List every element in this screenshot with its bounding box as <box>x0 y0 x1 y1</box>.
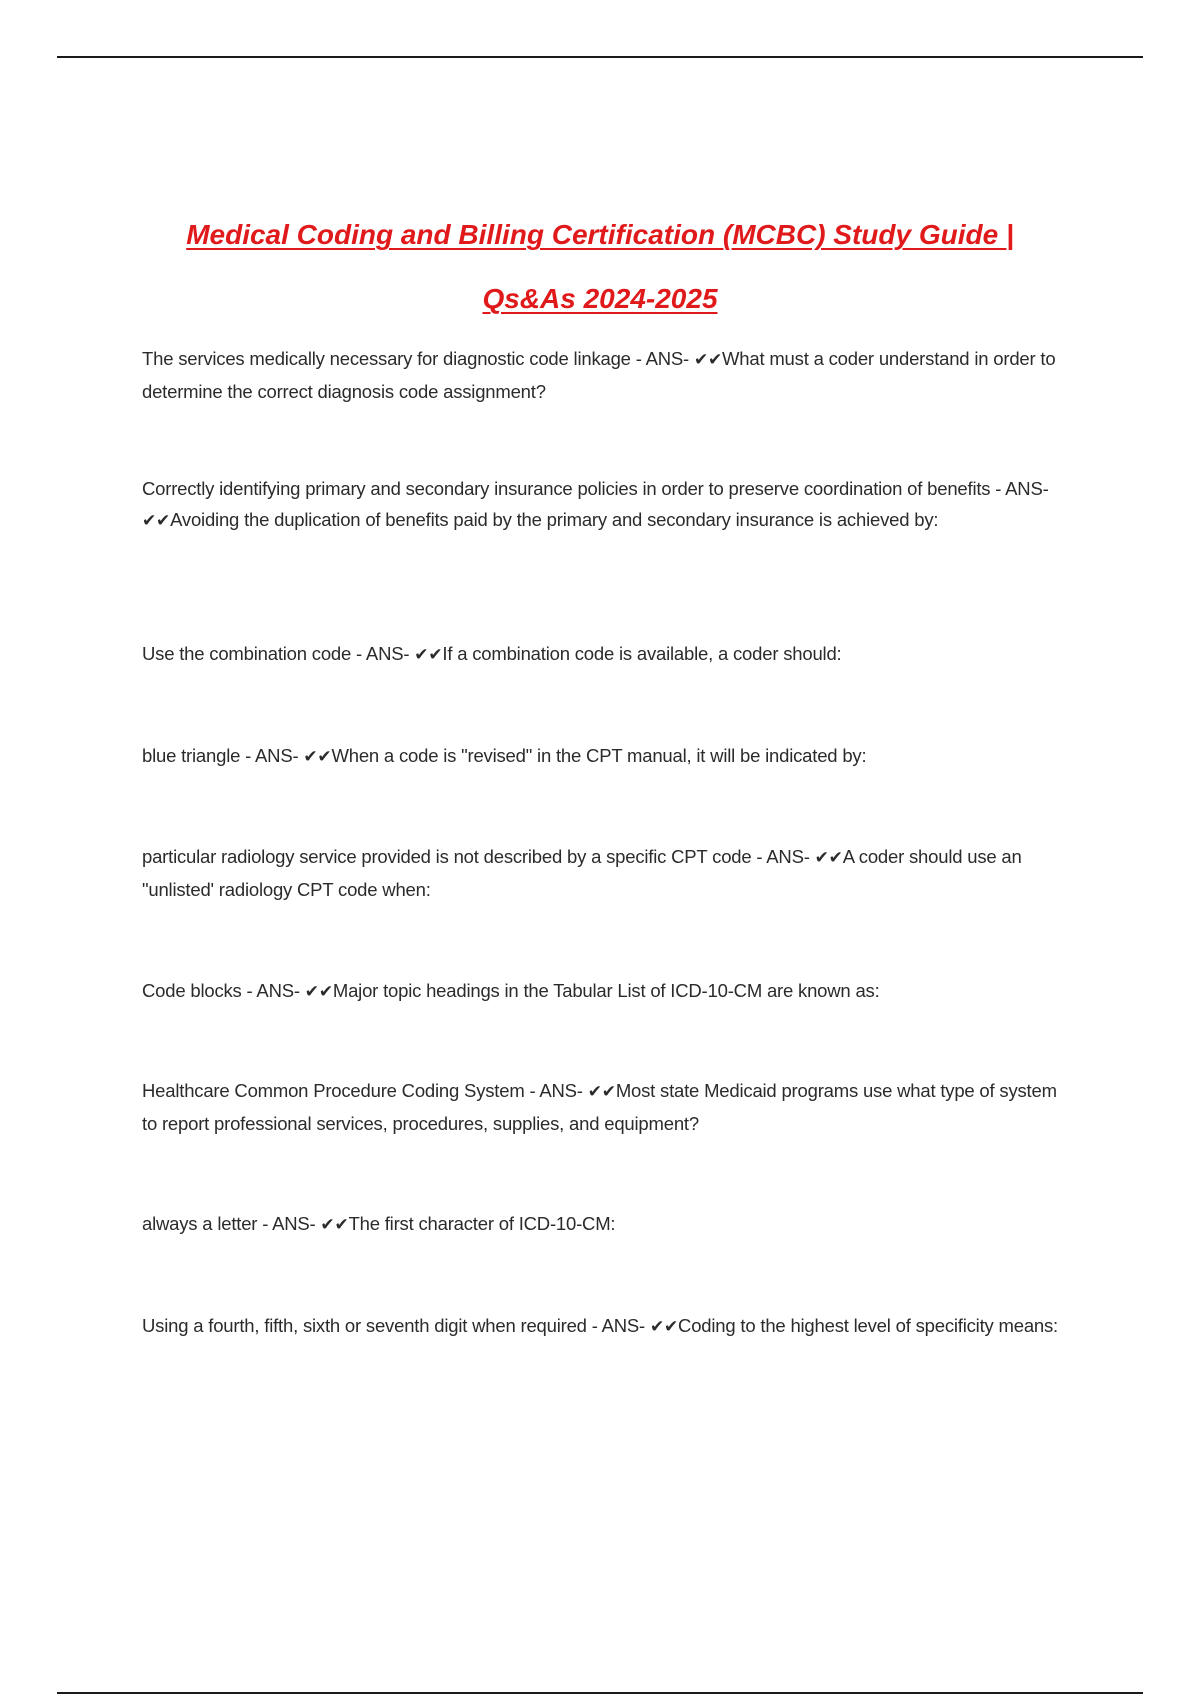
qa-item-1 <box>142 343 1067 407</box>
check-marks-icon: ✔✔ <box>814 848 843 868</box>
check-marks-icon: ✔✔ <box>303 747 332 767</box>
qa-answer: Using a fourth, fifth, sixth or seventh digit when required <box>142 1315 587 1336</box>
qa-item-6 <box>142 975 1067 1008</box>
qa-separator: - ANS- <box>241 980 305 1001</box>
qa-question: If a combination code is available, a coder should: <box>442 643 842 664</box>
qa-item-4 <box>142 740 1067 773</box>
qa-answer: always a letter <box>142 1213 258 1234</box>
qa-answer: Healthcare Common Procedure Coding System <box>142 1080 525 1101</box>
qa-question: Major topic headings in the Tabular List of ICD-10-CM are known as: <box>332 980 880 1001</box>
qa-separator: - ANS- <box>351 643 415 664</box>
document-title-line-2: Qs&As 2024-2025 <box>482 283 718 314</box>
document-title-line-1: Medical Coding and Billing Certification (MCBC) Study Guide | <box>186 219 1014 250</box>
qa-question: Coding to the highest level of specificity means: <box>678 1315 1058 1336</box>
qa-question: Most state Medicaid programs use what type of system to report professional services, procedures, supplies, and equipment? <box>142 1080 1057 1134</box>
qa-question: A coder should use an "unlisted' radiology CPT code when: <box>142 846 1022 900</box>
qa-question: The first character of ICD-10-CM: <box>348 1213 616 1234</box>
check-marks-icon: ✔✔ <box>304 982 333 1002</box>
qa-answer: Correctly identifying primary and secondary insurance policies in order to preserve coordination of benefits <box>142 478 991 499</box>
qa-question: When a code is "revised" in the CPT manual, it will be indicated by: <box>331 745 867 766</box>
qa-separator: - ANS- <box>630 348 694 369</box>
qa-answer: particular radiology service provided is not described by a specific CPT code <box>142 846 752 867</box>
qa-item-9 <box>142 1310 1067 1343</box>
check-marks-icon: ✔✔ <box>693 350 723 370</box>
bottom-rule <box>57 1692 1143 1694</box>
check-marks-icon: ✔✔ <box>587 1082 616 1102</box>
check-marks-icon: ✔✔ <box>142 511 171 531</box>
qa-item-8 <box>142 1208 1067 1241</box>
qa-item-2 <box>142 473 1067 537</box>
qa-answer: The services medically necessary for diagnostic code linkage <box>142 348 631 369</box>
check-marks-icon: ✔✔ <box>320 1215 349 1235</box>
qa-item-5 <box>142 841 1067 905</box>
qa-separator: - ANS- <box>990 478 1049 499</box>
check-marks-icon: ✔✔ <box>649 1317 679 1337</box>
qa-separator: - ANS- <box>257 1213 321 1234</box>
check-marks-icon: ✔✔ <box>414 645 443 665</box>
qa-separator: - ANS- <box>240 745 304 766</box>
qa-separator: - ANS- <box>524 1080 588 1101</box>
top-rule <box>57 56 1143 58</box>
qa-answer: Use the combination code <box>142 643 352 664</box>
qa-question: What must a coder understand in order to determine the correct diagnosis code assignment? <box>142 348 1056 402</box>
qa-question: Avoiding the duplication of benefits paid by the primary and secondary insurance is achieved by: <box>170 509 939 530</box>
qa-separator: - ANS- <box>586 1315 650 1336</box>
qa-answer: Code blocks <box>142 980 242 1001</box>
qa-item-3 <box>142 638 1067 671</box>
qa-answer: blue triangle <box>142 745 241 766</box>
qa-item-7 <box>142 1075 1067 1139</box>
qa-separator: - ANS- <box>751 846 815 867</box>
